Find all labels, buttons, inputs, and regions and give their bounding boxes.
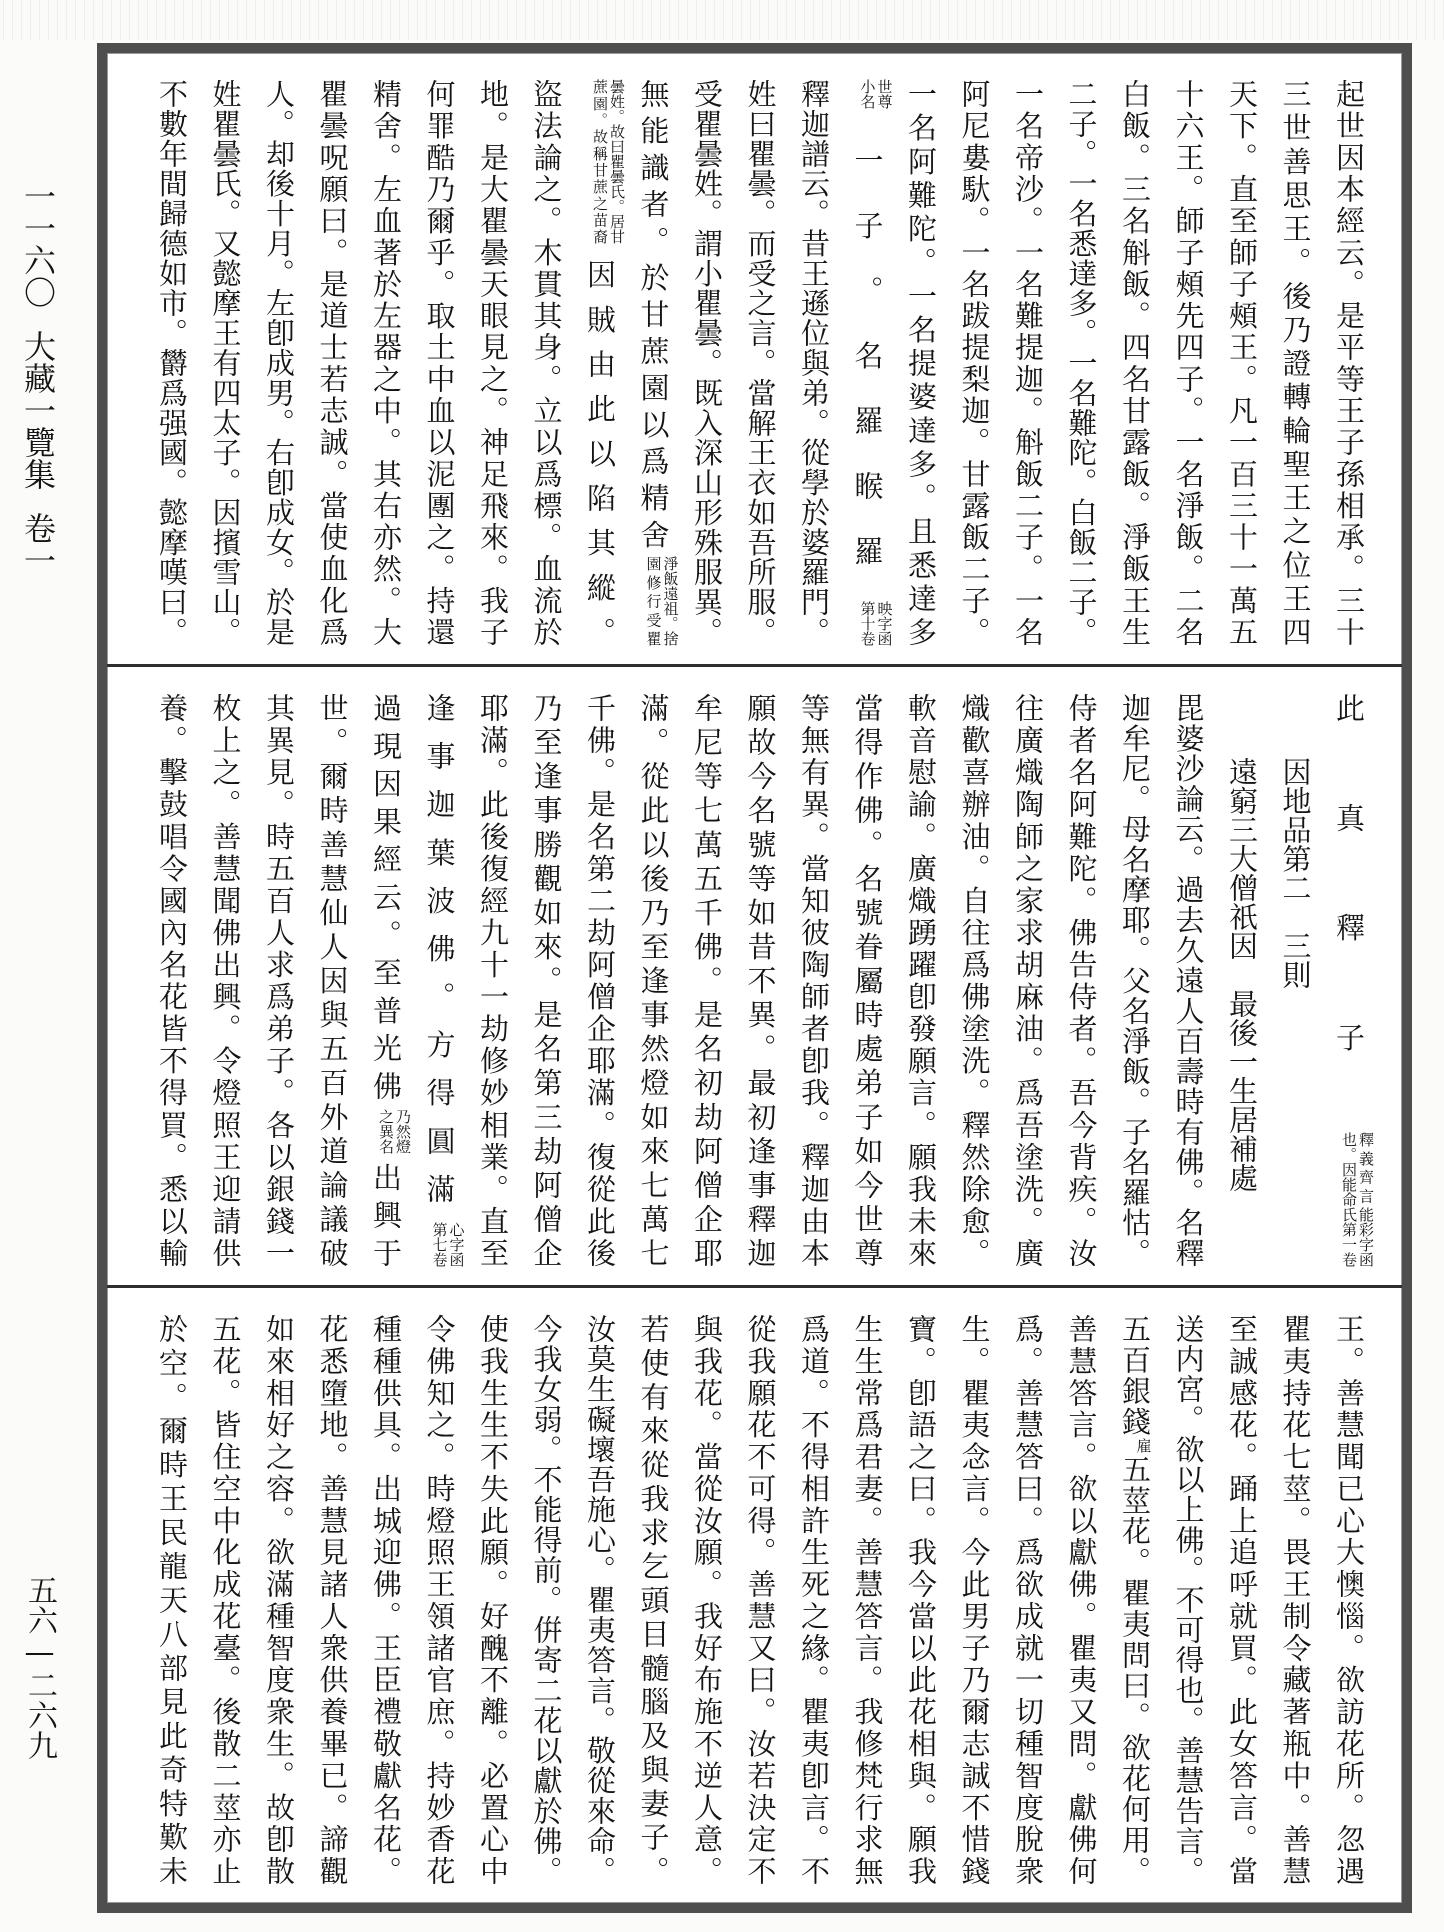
text-column bbox=[1001, 1314, 1055, 1885]
text-column bbox=[412, 693, 466, 1267]
column-text: 滿。從此以後乃至逢事然燈如來七萬七 bbox=[636, 693, 671, 1267]
text-column bbox=[787, 79, 841, 646]
text-column bbox=[894, 79, 948, 646]
text-column bbox=[1268, 79, 1322, 646]
interlinear-note bbox=[645, 556, 679, 646]
column-text: 於空。爾時王民龍天八部見此奇特歎未 bbox=[155, 1314, 189, 1885]
note-line: 蔗園。故稱甘蔗之苗裔 bbox=[591, 79, 609, 244]
running-head bbox=[20, 180, 56, 576]
interlinear-note bbox=[859, 601, 893, 646]
text-column bbox=[252, 1314, 306, 1885]
column-text: 起世因本經云。是平等王子孫相承。三十 bbox=[1332, 79, 1366, 646]
column-text: 送内宮。欲以上佛。不可得也。善慧告言。 bbox=[1171, 1314, 1206, 1885]
note-line: 映字函 bbox=[875, 601, 894, 646]
text-column bbox=[947, 1314, 1001, 1885]
column-text: 千佛。是名第二劫阿僧企耶滿。復從此後 bbox=[583, 693, 617, 1267]
text-column bbox=[252, 79, 306, 646]
column-text: 一名帝沙。一名難提迦。斛飯二子。一名 bbox=[1011, 79, 1045, 646]
column-text: 枚上之。善慧聞佛出興。令燈照王迎請供 bbox=[208, 693, 243, 1267]
text-column bbox=[1215, 693, 1269, 1267]
text-column bbox=[733, 79, 787, 646]
text-column bbox=[573, 693, 627, 1267]
text-column bbox=[626, 79, 680, 646]
column-text: 汝莫生礙壞吾施心。瞿夷答言。敬從來命。 bbox=[583, 1314, 617, 1885]
column-text: 善慧答言。欲以獻佛。瞿夷又問。獻佛何 bbox=[1064, 1314, 1099, 1885]
middle-register bbox=[107, 667, 1402, 1285]
column-text: 軟音慰諭。廣熾踴躍卽發願言。願我未來 bbox=[904, 693, 938, 1267]
book-title: 大藏一覽集 bbox=[19, 330, 57, 490]
text-column bbox=[519, 1314, 573, 1885]
column-text: 此真釋子 bbox=[1332, 693, 1366, 1132]
text-column bbox=[305, 693, 359, 1267]
column-text: 釋迦譜云。昔王遜位與弟。從學於婆羅門。 bbox=[797, 79, 831, 646]
column-text: 從我願花不可得。善慧又曰。汝若決定不 bbox=[743, 1314, 778, 1885]
column-text: 二子。一名悉達多。一名難陀。白飯二子。 bbox=[1064, 79, 1099, 646]
column-text: 過現因果經云。至普光佛 bbox=[369, 693, 403, 1109]
column-text: 人。却後十月。左卽成男。右卽成女。於是 bbox=[262, 79, 296, 646]
note-line: 園修行受瞿 bbox=[644, 556, 663, 646]
interlinear-note bbox=[1135, 1438, 1152, 1453]
column-text: 寶。卽語之曰。我今當以此花相與。願我 bbox=[904, 1314, 938, 1885]
column-text: 三世善思王。後乃證轉輪聖王之位王四 bbox=[1278, 79, 1313, 646]
column-text: 白飯。三名斛飯。四名甘露飯。淨飯王生 bbox=[1118, 79, 1152, 646]
column-text: 不數年間歸德如市。欝爲强國。懿摩嘆曰。 bbox=[155, 79, 189, 646]
text-column bbox=[305, 79, 359, 646]
page-frame bbox=[97, 43, 1412, 1913]
column-text: 地。是大瞿曇天眼見之。神足飛來。我子 bbox=[476, 79, 510, 646]
text-column bbox=[840, 693, 894, 1267]
text-column bbox=[198, 693, 252, 1267]
text-column bbox=[1268, 1314, 1322, 1885]
column-text: 五百銀錢 bbox=[1118, 1314, 1152, 1438]
column-text: 王。善慧聞已心大懊惱。欲訪花所。忽遇 bbox=[1332, 1314, 1366, 1885]
column-text: 一名阿難陀。一名提婆達多。且悉達多 bbox=[904, 79, 938, 646]
text-column bbox=[947, 79, 1001, 646]
text-column bbox=[894, 693, 948, 1267]
upper-register bbox=[107, 53, 1402, 664]
column-text: 往廣熾陶師之家求胡麻油。爲吾塗洗。廣 bbox=[1011, 693, 1045, 1267]
text-column bbox=[1268, 693, 1322, 1267]
text-column bbox=[680, 1314, 734, 1885]
column-text: 當得作佛。名號眷屬時處弟子如今世尊 bbox=[850, 693, 885, 1267]
text-column bbox=[840, 79, 894, 646]
column-text: 世。爾時善慧仙人因與五百外道論議破 bbox=[315, 693, 350, 1267]
column-text: 願故今名號等如昔不異。最初逢事釋迦 bbox=[743, 693, 778, 1267]
text-column bbox=[1108, 693, 1162, 1267]
lower-register bbox=[107, 1288, 1402, 1903]
column-text: 花悉墮地。善慧見諸人衆供養畢已。諦觀 bbox=[315, 1314, 350, 1885]
text-column bbox=[1108, 1314, 1162, 1885]
column-text: 養。擊鼓唱令國內名花皆不得買。悉以輸 bbox=[155, 693, 189, 1267]
text-column bbox=[1215, 1314, 1269, 1885]
note-line: 第七卷 bbox=[430, 1222, 449, 1267]
text-column bbox=[145, 693, 199, 1267]
column-text: 盜法論之。木貫其身。立以爲標。血流於 bbox=[529, 79, 564, 646]
text-column bbox=[412, 1314, 466, 1885]
column-text: 出興于 bbox=[369, 1153, 403, 1268]
text-column bbox=[680, 79, 734, 646]
column-text: 如來相好之容。欲滿種智度衆生。故卽散 bbox=[262, 1314, 296, 1885]
scan-speckle bbox=[0, 0, 1444, 40]
column-text: 五莖花。瞿夷問曰。欲花何用。 bbox=[1118, 1452, 1152, 1886]
text-column bbox=[573, 1314, 627, 1885]
text-column bbox=[1161, 1314, 1215, 1885]
note-line: 第十卷 bbox=[858, 601, 877, 646]
column-text: 姓曰瞿曇。而受之言。當解王衣如吾所服。 bbox=[743, 79, 778, 646]
spacer bbox=[38, 490, 39, 512]
text-column bbox=[1001, 79, 1055, 646]
text-column bbox=[1001, 693, 1055, 1267]
text-column bbox=[1054, 1314, 1108, 1885]
column-text: 阿尼婁馱。一名跋提梨迦。甘露飯二子。 bbox=[957, 79, 992, 646]
text-column bbox=[1054, 79, 1108, 646]
note-line: 曇姓。故曰瞿曇氏。居甘 bbox=[608, 79, 626, 244]
column-text: 耶滿。此後復經九十一劫修妙相業。直至 bbox=[476, 693, 510, 1267]
column-text: 其異見。時五百人求爲弟子。各以銀錢一 bbox=[262, 693, 296, 1267]
interlinear-note bbox=[1340, 1222, 1374, 1267]
column-text: 精舍。左血著於左器之中。其右亦然。大 bbox=[369, 79, 403, 646]
text-column bbox=[626, 693, 680, 1267]
interlinear-note bbox=[431, 1222, 465, 1267]
column-text: 五花。皆住空中化成花臺。後散二莖亦止 bbox=[208, 1314, 243, 1885]
fascicle-label: 卷一 bbox=[19, 512, 57, 576]
text-column bbox=[733, 1314, 787, 1885]
interlinear-note bbox=[377, 1109, 411, 1154]
column-text: 十六王。師子頰先四子。一名淨飯。二名 bbox=[1171, 79, 1206, 646]
note-line: 釋義齊言能 bbox=[1357, 1132, 1375, 1222]
page-number-right: 二六九 bbox=[22, 1670, 57, 1760]
text-column bbox=[198, 1314, 252, 1885]
note-line: 心字函 bbox=[447, 1222, 466, 1267]
column-text: 熾歡喜辦油。自往爲佛塗洗。釋然除愈。 bbox=[957, 693, 992, 1267]
page-number-dash: — bbox=[22, 1635, 57, 1670]
text-column bbox=[305, 1314, 359, 1885]
column-text: 姓瞿曇氏。又懿摩王有四太子。因擯雪山。 bbox=[208, 79, 243, 646]
text-column bbox=[145, 79, 199, 646]
column-text: 使我生生不失此願。好醜不離。必置心中 bbox=[476, 1314, 510, 1885]
column-text: 今我女弱。不能得前。倂寄二花以獻於佛。 bbox=[529, 1314, 564, 1885]
volume-number: 一一六〇 bbox=[19, 180, 57, 308]
text-column bbox=[466, 79, 520, 646]
column-text: 因賊由此以陷其縱。 bbox=[583, 244, 617, 646]
note-line: 淨飯遠祖。捨 bbox=[661, 556, 680, 646]
column-text: 與我花。當從汝願。我好布施不逆人意。 bbox=[690, 1314, 724, 1885]
text-column bbox=[680, 693, 734, 1267]
note-line: 也。因能命氏 bbox=[1340, 1132, 1358, 1222]
text-column bbox=[1322, 79, 1376, 646]
text-column bbox=[412, 79, 466, 646]
column-text: 爲。善慧答曰。爲欲成就一切種智度脫衆 bbox=[1011, 1314, 1045, 1885]
interlinear-note bbox=[591, 79, 625, 244]
text-column bbox=[519, 79, 573, 646]
note-line: 世尊 bbox=[875, 79, 894, 109]
note-line: 第一卷 bbox=[1340, 1222, 1358, 1267]
text-column bbox=[145, 1314, 199, 1885]
column-text: 乃至逢事勝觀如來。是名第三劫阿僧企 bbox=[529, 693, 564, 1267]
text-column bbox=[359, 693, 413, 1267]
text-column bbox=[466, 1314, 520, 1885]
note-line: 雇 bbox=[1134, 1437, 1153, 1453]
interlinear-note bbox=[1340, 1132, 1374, 1222]
text-column bbox=[787, 1314, 841, 1885]
text-column bbox=[519, 693, 573, 1267]
note-line: 之異名 bbox=[377, 1108, 395, 1154]
text-column bbox=[466, 693, 520, 1267]
page-number-left: 五六 bbox=[22, 1575, 57, 1635]
column-text: 生生常爲君妻。善慧答言。我修梵行求無 bbox=[850, 1314, 885, 1885]
column-text: 無能識者。於甘蔗園以爲精舍 bbox=[636, 79, 671, 556]
text-column bbox=[359, 1314, 413, 1885]
column-text: 因地品第二 三則 bbox=[1278, 756, 1313, 989]
column-text: 何罪酷乃爾乎。取土中血以泥團之。持還 bbox=[422, 79, 457, 646]
text-column bbox=[198, 79, 252, 646]
text-column bbox=[1054, 693, 1108, 1267]
column-text: 牟尼等七萬五千佛。是名初劫阿僧企耶 bbox=[690, 693, 724, 1267]
column-text: 種種供具。出城迎佛。王臣禮敬獻名花。 bbox=[369, 1314, 403, 1885]
text-column bbox=[1215, 79, 1269, 646]
spacer bbox=[38, 308, 39, 330]
column-text: 瞿夷持花七莖。畏王制令藏著瓶中。善慧 bbox=[1278, 1314, 1313, 1885]
text-column bbox=[1108, 79, 1162, 646]
column-text: 天下。直至師子頰王。凡一百三十一萬五 bbox=[1225, 79, 1259, 646]
text-column bbox=[252, 693, 306, 1267]
column-text: 生。瞿夷念言。今此男子乃爾志誠不惜錢 bbox=[957, 1314, 992, 1885]
note-line: 彩字函 bbox=[1357, 1222, 1375, 1267]
text-column bbox=[359, 79, 413, 646]
text-column bbox=[1322, 1314, 1376, 1885]
column-text: 逢事迦葉波佛。方得圓滿 bbox=[422, 693, 457, 1222]
column-text: 迦牟尼。母名摩耶。父名淨飯。子名羅怙。 bbox=[1118, 693, 1152, 1267]
text-column bbox=[840, 1314, 894, 1885]
text-column bbox=[733, 693, 787, 1267]
text-column bbox=[787, 693, 841, 1267]
text-column bbox=[1322, 693, 1376, 1267]
note-line: 小名 bbox=[858, 79, 877, 109]
text-column bbox=[573, 79, 627, 646]
page-number bbox=[22, 1575, 56, 1760]
column-text: 瞿曇呪願曰。是道士若志誠。當使血化爲 bbox=[315, 79, 350, 646]
text-column bbox=[1161, 79, 1215, 646]
column-text: 令佛知之。時燈照王領諸官庶。持妙香花 bbox=[422, 1314, 457, 1885]
column-text: 毘婆沙論云。過去久遠人百壽時有佛。名釋 bbox=[1171, 693, 1206, 1267]
interlinear-note bbox=[859, 79, 893, 109]
text-column bbox=[1161, 693, 1215, 1267]
text-column bbox=[947, 693, 1001, 1267]
column-text: 爲道。不得相許生死之緣。瞿夷卽言。不 bbox=[797, 1314, 831, 1885]
column-text: 受瞿曇姓。謂小瞿曇。既入深山形殊服異。 bbox=[690, 79, 724, 646]
column-text: 若使有來從我求乞頭目髓腦及與妻子。 bbox=[636, 1314, 671, 1885]
note-line: 乃然燈 bbox=[394, 1108, 412, 1154]
text-column bbox=[626, 1314, 680, 1885]
text-column bbox=[894, 1314, 948, 1885]
column-text: 遠窮三大僧祇因 最後一生居補處 bbox=[1225, 756, 1259, 1192]
column-text: 侍者名阿難陀。佛告侍者。吾今背疾。汝 bbox=[1064, 693, 1099, 1267]
column-text: 等無有異。當知彼陶師者卽我。釋迦由本 bbox=[797, 693, 831, 1267]
column-text: 至誠感花。踊上追呼就買。此女答言。當 bbox=[1225, 1314, 1259, 1885]
column-text: 一子。名羅睺羅 bbox=[850, 109, 885, 601]
